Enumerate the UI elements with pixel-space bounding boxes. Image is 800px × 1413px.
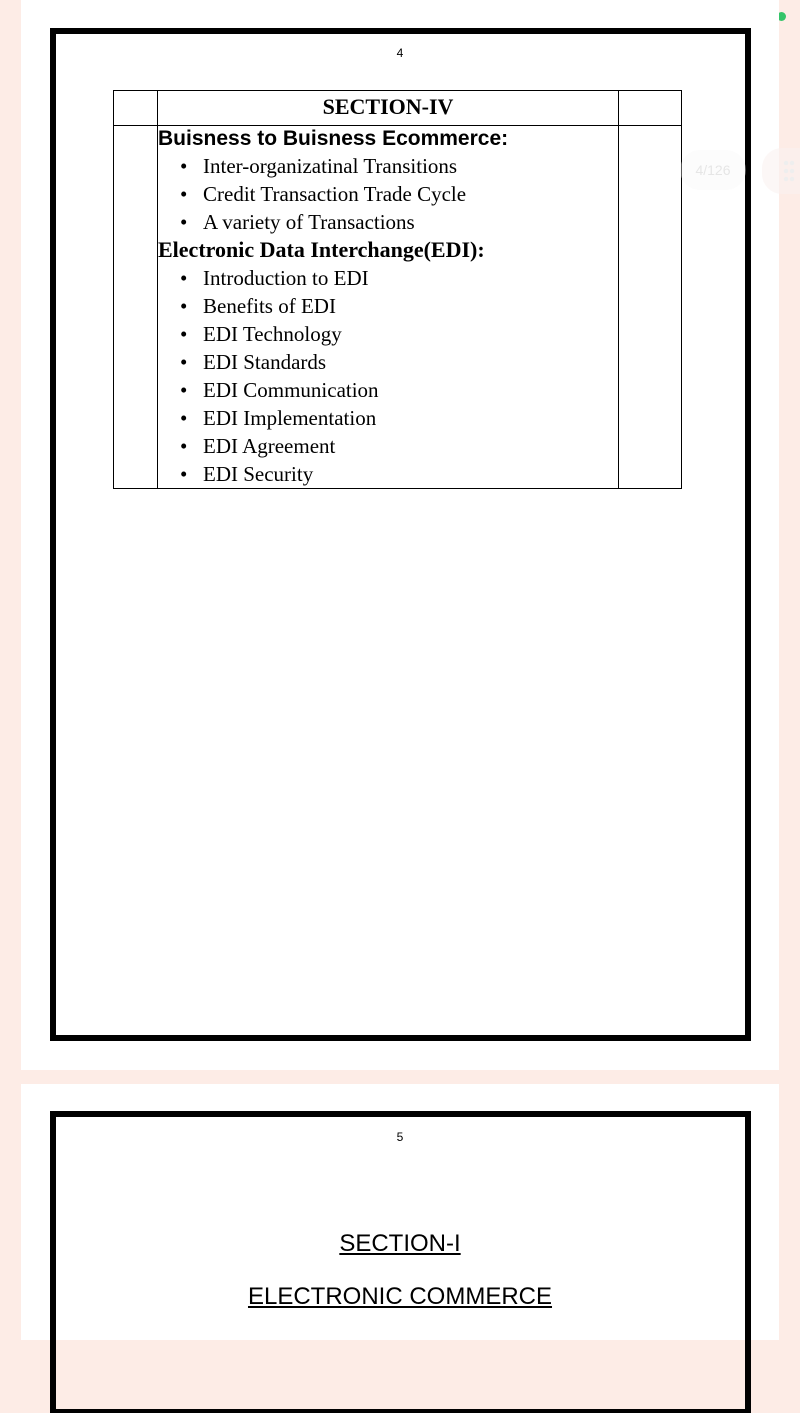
list-item xyxy=(158,432,618,460)
list-item-text: Benefits of EDI xyxy=(203,294,336,318)
topics-cell xyxy=(158,126,619,489)
scroll-handle[interactable] xyxy=(762,148,800,194)
page-number: 5 xyxy=(396,1130,404,1144)
list-item-text: EDI Agreement xyxy=(203,434,336,458)
topic-title-b2b: Buisness to Buisness Ecommerce: xyxy=(158,127,509,150)
bullet-icon: • xyxy=(180,406,188,430)
list-item-text: Inter-organizatinal Transitions xyxy=(203,154,458,178)
list-item-text: EDI Standards xyxy=(203,350,327,374)
list-item-text: EDI Communication xyxy=(203,378,379,402)
list-item xyxy=(158,152,618,180)
bullet-icon: • xyxy=(180,294,188,318)
bullet-icon: • xyxy=(180,378,188,402)
document-page-4 xyxy=(21,0,779,1070)
page-indicator[interactable]: 4/126 xyxy=(680,150,746,190)
bullet-icon: • xyxy=(180,154,188,178)
bullet-icon: • xyxy=(180,210,188,234)
list-item-text: EDI Security xyxy=(203,462,314,486)
bullet-icon: • xyxy=(180,182,188,206)
page-number: 4 xyxy=(396,46,404,60)
list-item xyxy=(158,320,618,348)
list-item xyxy=(158,264,618,292)
topic-list-edi xyxy=(158,264,618,488)
list-item-text: Introduction to EDI xyxy=(203,266,369,290)
bullet-icon: • xyxy=(180,350,188,374)
topic-title-edi: Electronic Data Interchange(EDI): xyxy=(158,237,485,262)
bullet-icon: • xyxy=(180,266,188,290)
table-header-row xyxy=(114,91,682,126)
table-cell-empty xyxy=(619,126,682,489)
drag-handle-icon xyxy=(783,159,795,183)
list-item-text: Credit Transaction Trade Cycle xyxy=(203,182,467,206)
table-cell-empty xyxy=(114,126,158,489)
topic-list-b2b xyxy=(158,152,618,236)
bullet-icon: • xyxy=(180,462,188,486)
list-item xyxy=(158,460,618,488)
table-content-row xyxy=(114,126,682,489)
list-item xyxy=(158,292,618,320)
section-heading: SECTION-IV xyxy=(158,91,619,126)
table-cell-empty xyxy=(619,91,682,126)
document-page-5 xyxy=(21,1084,779,1340)
list-item xyxy=(158,208,618,236)
list-item xyxy=(158,376,618,404)
list-item xyxy=(158,404,618,432)
list-item xyxy=(158,180,618,208)
list-item xyxy=(158,348,618,376)
chapter-title: ELECTRONIC COMMERCE xyxy=(247,1283,553,1310)
table-cell-empty xyxy=(114,91,158,126)
list-item-text: A variety of Transactions xyxy=(203,210,415,234)
syllabus-table xyxy=(113,90,682,489)
bullet-icon: • xyxy=(180,322,188,346)
section-heading: SECTION-I xyxy=(339,1230,461,1257)
list-item-text: EDI Technology xyxy=(203,322,342,346)
bullet-icon: • xyxy=(180,434,188,458)
list-item-text: EDI Implementation xyxy=(203,406,377,430)
page-border xyxy=(52,1113,749,1413)
